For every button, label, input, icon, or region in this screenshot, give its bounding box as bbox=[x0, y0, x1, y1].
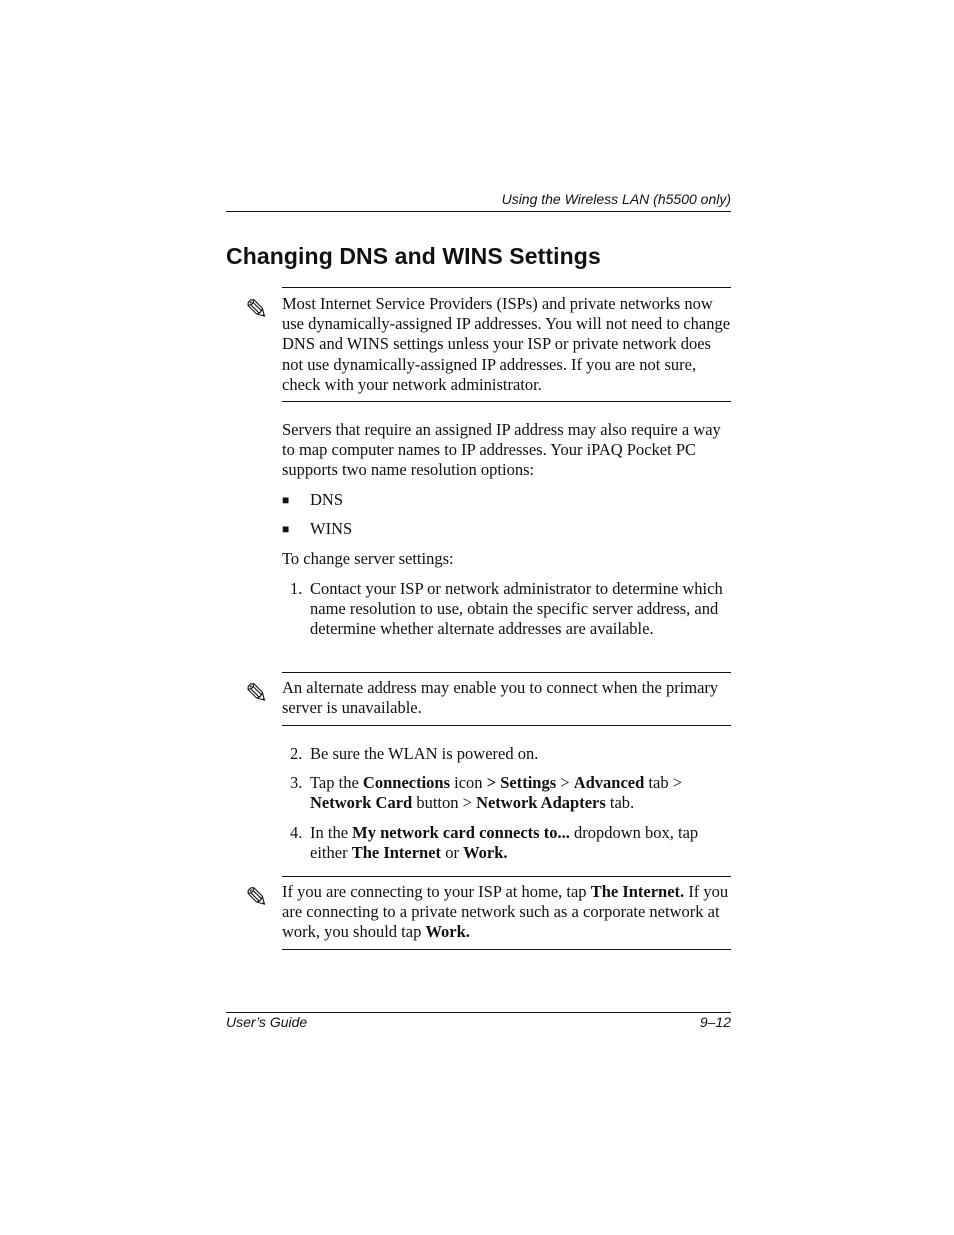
footer-rule bbox=[226, 1012, 731, 1013]
note-text: Most Internet Service Providers (ISPs) and private networks now use dynamically-assigned IP addresses. You will not need to change DNS and WINS settings unless your ISP or private network does not use dynamically-assigned IP addresses. If you are not sure, check with your network administrator. bbox=[282, 294, 731, 394]
header-rule bbox=[226, 211, 731, 212]
running-header: Using the Wireless LAN (h5500 only) bbox=[501, 191, 731, 207]
note-top-rule bbox=[282, 876, 731, 877]
note-bottom-rule bbox=[282, 949, 731, 950]
note-top-rule bbox=[282, 287, 731, 288]
bullet-square-icon: ■ bbox=[282, 493, 290, 507]
bullet-square-icon: ■ bbox=[282, 522, 290, 536]
pencil-icon: ✎ bbox=[245, 295, 269, 326]
note-top-rule bbox=[282, 672, 731, 673]
note-text: An alternate address may enable you to connect when the primary server is unavailable. bbox=[282, 678, 719, 718]
step-text: In the My network card connects to... dropdown box, tap either The Internet or Work. bbox=[310, 823, 699, 863]
intro-paragraph: Servers that require an assigned IP address may also require a way to map computer names to IP addresses. Your iPAQ Pocket PC supports two name resolution options: bbox=[282, 420, 721, 480]
pencil-icon: ✎ bbox=[245, 679, 269, 710]
list-item: DNS bbox=[310, 490, 344, 509]
lead-in-text: To change server settings: bbox=[282, 549, 454, 568]
page-number: 9–12 bbox=[699, 1014, 731, 1030]
step-number: 3. bbox=[290, 773, 303, 792]
note-bottom-rule bbox=[282, 725, 731, 726]
step-number: 2. bbox=[290, 744, 303, 763]
list-item: WINS bbox=[310, 519, 353, 538]
step-number: 4. bbox=[290, 823, 303, 842]
footer-guide-title: User’s Guide bbox=[226, 1014, 308, 1030]
step-text: Be sure the WLAN is powered on. bbox=[310, 744, 539, 763]
note-bottom-rule bbox=[282, 401, 731, 402]
note-text: If you are connecting to your ISP at home, tap The Internet. If you are connecting to a private network such as a corporate network at work, you should tap Work. bbox=[282, 882, 729, 942]
step-number: 1. bbox=[290, 579, 303, 598]
step-text: Contact your ISP or network administrator to determine which name resolution to use, obtain the specific server address, and determine whether alternate addresses are available. bbox=[310, 579, 723, 639]
pencil-icon: ✎ bbox=[245, 883, 269, 914]
section-title: Changing DNS and WINS Settings bbox=[226, 243, 601, 269]
step-text: Tap the Connections icon > Settings > Advanced tab > Network Card button > Network Adapters tab. bbox=[310, 773, 683, 813]
